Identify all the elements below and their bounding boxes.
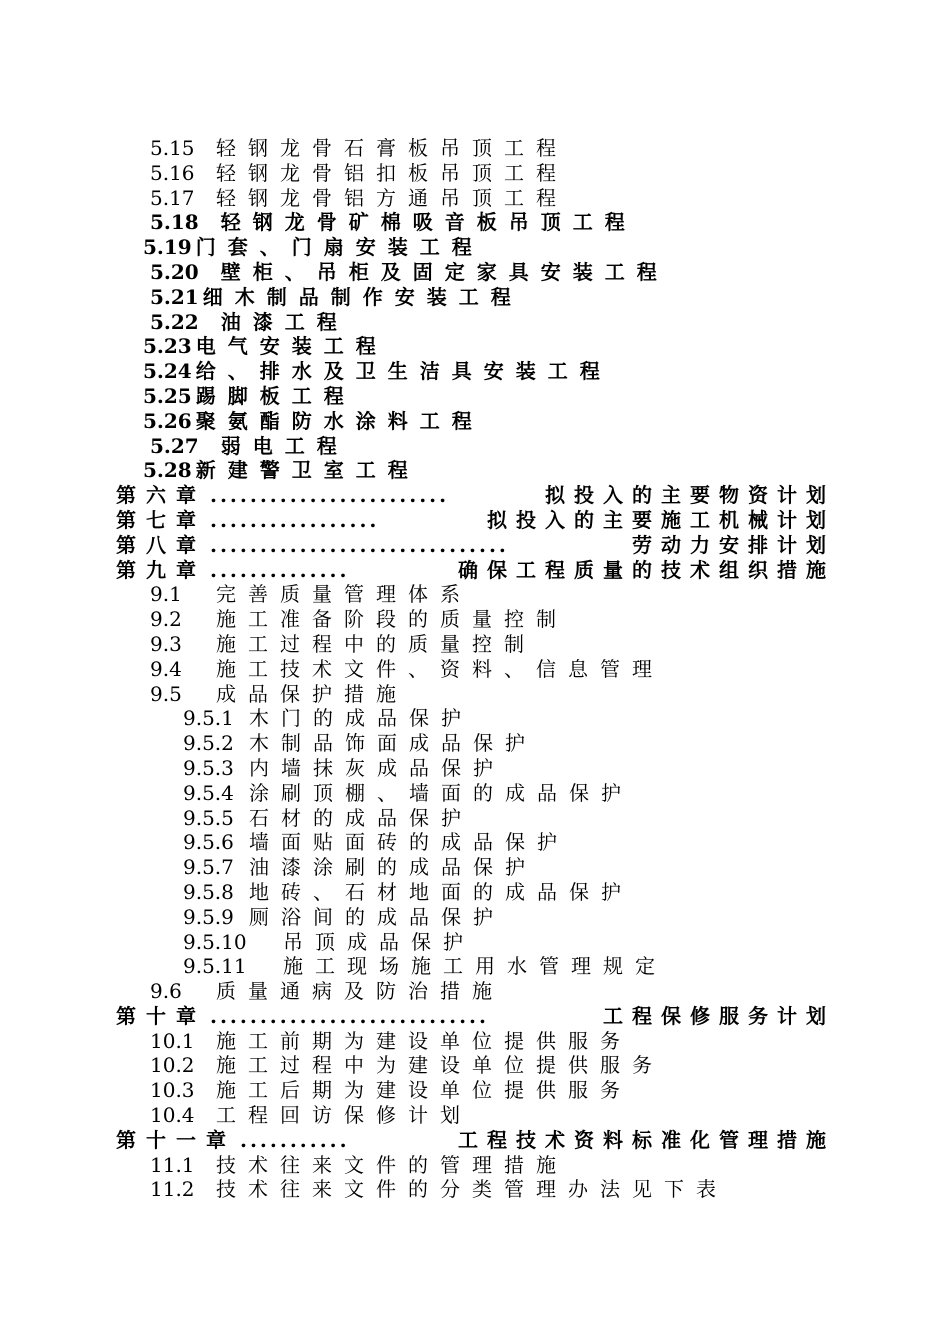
section-title: 给、排水及卫生洁具安装工程 [195,359,612,384]
section-number: 5.17 [150,185,195,210]
section-number: 9.5.10 [183,929,247,954]
section-title: 施工过程中的质量控制 [216,631,536,656]
chapter-number: 第十章 [116,1003,206,1028]
toc-section-entry [0,582,950,607]
toc-section-entry [0,458,950,483]
chapter-title: 工程技术资料标准化管理措施 [458,1127,835,1152]
section-title: 踢脚板工程 [195,383,356,408]
toc-chapter-entry [0,558,950,583]
section-number: 11.1 [150,1152,195,1177]
section-number: 10.1 [150,1028,195,1053]
section-title: 轻钢龙骨矿棉吸音板吊顶工程 [220,210,637,235]
toc-section-entry [0,930,950,955]
chapter-title: 劳动力安排计划 [632,532,835,557]
section-title: 细木制品制作安装工程 [202,284,523,309]
section-title: 施工准备阶段的质量控制 [216,607,568,632]
section-number: 9.1 [150,582,182,607]
toc-section-entry [0,806,950,831]
toc-section-entry [0,235,950,260]
section-title: 聚氨酯防水涂料工程 [195,408,484,433]
section-number: 9.5.8 [183,879,234,904]
toc-section-entry [0,1078,950,1103]
toc-section-entry [0,756,950,781]
section-title: 施工过程中为建设单位提供服务 [216,1053,664,1078]
toc-section-entry [0,880,950,905]
section-title: 门套、门扇安装工程 [195,235,484,260]
section-number: 5.22 [150,309,199,334]
section-title: 技术往来文件的管理措施 [216,1152,568,1177]
section-number: 5.15 [150,136,195,160]
section-number: 5.24 [143,359,192,384]
dot-leader: .............. [210,557,350,582]
section-number: 5.18 [150,210,199,235]
dot-leader: ................. [210,507,380,532]
section-number: 9.3 [150,631,182,656]
section-title: 施工前期为建设单位提供服务 [216,1028,632,1053]
section-title: 内墙抹灰成品保护 [249,755,505,780]
toc-section-entry [0,954,950,979]
toc-section-entry [0,682,950,707]
toc-section-entry [0,607,950,632]
toc-section-entry [0,384,950,409]
section-number: 5.25 [143,383,192,408]
dot-leader: ........................ [210,483,450,508]
toc-chapter-entry [0,483,950,508]
toc-section-entry [0,161,950,186]
section-title: 厕浴间的成品保护 [249,904,505,929]
toc-section-entry [0,731,950,756]
section-number: 5.21 [150,284,199,309]
toc-chapter-entry [0,508,950,533]
toc-chapter-entry [0,1128,950,1153]
section-title: 完善质量管理体系 [216,582,472,607]
section-title: 轻钢龙骨铝方通吊顶工程 [216,185,568,210]
section-title: 施工现场施工用水管理规定 [283,954,667,979]
toc-section-entry [0,1103,950,1128]
chapter-title: 工程保修服务计划 [603,1003,835,1028]
section-number: 5.26 [143,408,192,433]
section-number: 10.3 [150,1078,195,1103]
toc-section-entry [0,285,950,310]
section-title: 施工技术文件、资料、信息管理 [216,656,664,681]
dot-leader: .............................. [210,532,509,557]
toc-section-entry [0,632,950,657]
section-number: 5.20 [150,259,199,284]
dot-leader: ........... [240,1127,350,1152]
section-title: 工程回访保修计划 [216,1103,472,1128]
section-number: 9.5.1 [183,706,234,731]
section-number: 9.5.5 [183,805,234,830]
toc-section-entry [0,210,950,235]
dot-leader: ............................ [210,1003,489,1028]
section-title: 质量通病及防治措施 [216,979,504,1004]
section-number: 9.2 [150,607,182,632]
section-number: 9.5 [150,681,182,706]
section-number: 9.5.11 [183,954,247,979]
chapter-number: 第六章 [116,483,206,508]
chapter-number: 第八章 [116,532,206,557]
toc-section-entry [0,1029,950,1054]
toc-section-entry [0,979,950,1004]
toc-section-entry [0,1153,950,1178]
toc-section-entry [0,830,950,855]
chapter-number: 第九章 [116,557,206,582]
section-title: 木门的成品保护 [249,706,473,731]
table-of-contents [0,136,950,1202]
section-number: 11.2 [150,1177,195,1202]
section-number: 5.23 [143,334,192,359]
toc-section-entry [0,434,950,459]
section-title: 轻钢龙骨铝扣板吊顶工程 [216,160,568,185]
toc-section-entry [0,1177,950,1202]
toc-section-entry [0,186,950,211]
section-title: 木制品饰面成品保护 [249,731,537,756]
section-number: 5.27 [150,433,199,458]
toc-section-entry [0,260,950,285]
toc-section-entry [0,706,950,731]
toc-section-entry [0,1053,950,1078]
section-number: 10.4 [150,1103,195,1128]
section-title: 涂刷顶棚、墙面的成品保护 [249,780,633,805]
section-number: 9.5.4 [183,780,234,805]
toc-section-entry [0,359,950,384]
section-title: 新建警卫室工程 [195,458,420,483]
section-number: 9.4 [150,656,182,681]
section-number: 9.6 [150,979,182,1004]
section-number: 5.28 [143,458,192,483]
section-title: 技术往来文件的分类管理办法见下表 [216,1177,728,1202]
toc-chapter-entry [0,533,950,558]
toc-section-entry [0,781,950,806]
chapter-title: 确保工程质量的技术组织措施 [458,557,835,582]
toc-section-entry [0,409,950,434]
chapter-title: 拟投入的主要物资计划 [545,483,835,508]
section-number: 9.5.9 [183,904,234,929]
section-number: 9.5.7 [183,855,234,880]
section-title: 油漆涂刷的成品保护 [249,855,537,880]
toc-section-entry [0,310,950,335]
section-title: 吊顶成品保护 [283,929,475,954]
section-number: 9.5.2 [183,731,234,756]
section-title: 成品保护措施 [216,681,408,706]
section-title: 施工后期为建设单位提供服务 [216,1078,632,1103]
section-title: 弱电工程 [220,433,349,458]
chapter-title: 拟投入的主要施工机械计划 [487,507,835,532]
section-title: 电气安装工程 [195,334,388,359]
section-title: 地砖、石材地面的成品保护 [249,879,633,904]
section-title: 石材的成品保护 [249,805,473,830]
section-number: 9.5.6 [183,830,234,855]
section-title: 油漆工程 [220,309,349,334]
toc-section-entry [0,905,950,930]
section-title: 壁柜、吊柜及固定家具安装工程 [220,259,669,284]
toc-section-entry [0,334,950,359]
section-number: 9.5.3 [183,755,234,780]
toc-section-entry [0,136,950,161]
chapter-number: 第七章 [116,507,206,532]
toc-section-entry [0,657,950,682]
section-title: 墙面贴面砖的成品保护 [249,830,569,855]
toc-chapter-entry [0,1004,950,1029]
section-number: 10.2 [150,1053,195,1078]
toc-section-entry [0,855,950,880]
section-title: 轻钢龙骨石膏板吊顶工程 [216,136,568,160]
section-number: 5.16 [150,160,195,185]
chapter-number: 第十一章 [116,1127,236,1152]
section-number: 5.19 [143,235,192,260]
